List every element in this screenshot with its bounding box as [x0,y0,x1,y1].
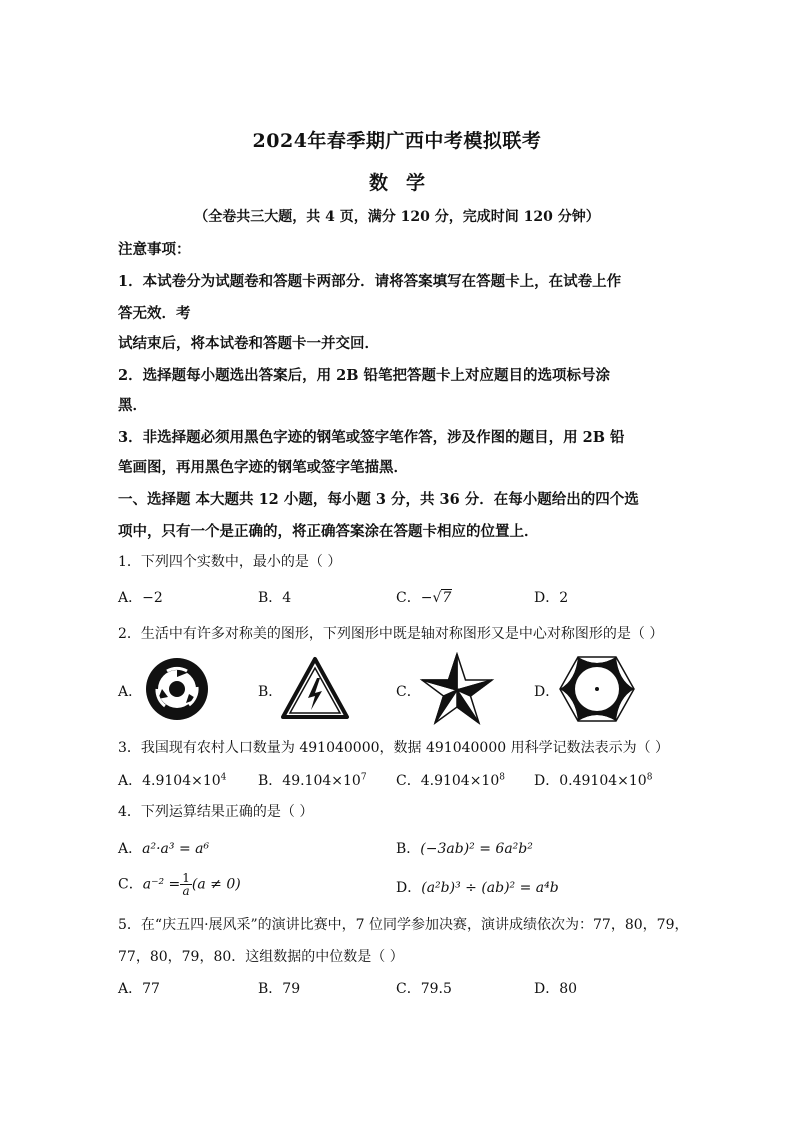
q1-stem: 1．下列四个实数中，最小的是（ ） [118,554,342,570]
q1-option-b-text: 4 [282,590,292,606]
q5-option-d[interactable] [534,978,577,998]
q4-option-d-expr: (a²b)³ ÷ (ab)² = a⁴b [421,880,559,896]
note-1-line-2: 答无效．考 [118,305,191,322]
q4-option-c-left: a⁻² = [142,876,181,893]
q4-option-a-expr: a²·a³ = a⁶ [142,841,210,857]
q4-option-b-expr: (−3ab)² = 6a²b² [420,841,533,857]
q3-option-c-exponent: 8 [499,772,505,783]
q3-option-a-base: 4.9104×10 [142,773,221,789]
q3-option-d-base: 0.49104×10 [559,773,647,789]
q5-option-c[interactable] [396,978,452,998]
q3-option-c[interactable] [396,770,505,790]
q1-option-d-text: 2 [559,590,569,606]
high-voltage-warning-icon[interactable] [280,656,350,720]
q1-option-b[interactable] [258,587,291,607]
q5-option-c-label: C． [396,981,421,997]
q1-option-a[interactable] [118,587,163,607]
q4-stem: 4．下列运算结果正确的是（ ） [118,804,314,820]
q4-option-c[interactable] [118,872,241,897]
note-1-line-3: 试结束后，将本试卷和答题卡一并交回． [118,335,379,352]
q5-option-d-label: D． [534,981,560,997]
note-2-line-1: 2．选择题每小题选出答案后，用 2B 铅笔把答题卡上对应题目的选项标号涂 [118,367,611,384]
note-3-line-1: 3．非选择题必须用黑色字迹的钢笔或签字笔作答，涉及作图的题目，用 2B 铅 [118,429,625,446]
q2-option-c-label[interactable]: C． [396,684,421,700]
q5-option-b-text: 79 [282,981,301,997]
page-title: 2024年春季期广西中考模拟联考 [252,130,542,152]
q4-option-a-label: A． [118,841,143,857]
q5-option-b-label: B． [258,981,283,997]
q3-option-d-exponent: 8 [646,772,653,783]
q5-stem-line-2: 77，80，79，80．这组数据的中位数是（ ） [118,949,404,965]
q3-option-b-base: 49.104×10 [282,773,361,789]
q5-option-b[interactable] [258,978,300,998]
sqrt-symbol: √ [432,590,442,606]
exam-info: （全卷共三大题，共 4 页，满分 120 分，完成时间 120 分钟） [194,209,600,225]
q4-option-c-fraction [180,872,192,897]
q3-option-d[interactable] [534,770,652,790]
q3-option-c-label: C． [396,773,421,789]
q4-option-c-right: (a ≠ 0) [191,876,241,893]
q1-option-c-prefix: − [420,590,433,606]
notes-heading: 注意事项： [118,241,191,258]
q1-option-d[interactable] [534,587,568,607]
q2-option-b-label[interactable]: B． [258,684,283,700]
subject-title: 数学 [368,172,443,194]
q5-option-a-label: A． [118,981,143,997]
q4-option-d[interactable] [396,877,559,897]
q1-option-b-label: B． [258,590,283,606]
q5-stem-line-1: 5．在“庆五四·展风采”的演讲比赛中，7 位同学参加决赛，演讲成绩依次为：77，80，79， [118,917,689,933]
q3-option-b-label: B． [258,773,283,789]
q3-option-d-label: D． [534,773,560,789]
q4-option-c-label: C． [118,876,143,893]
q4-option-d-label: D． [396,880,422,896]
hexagon-umbrella-icon[interactable] [558,654,636,724]
five-point-star-icon[interactable] [419,652,495,726]
note-2-line-2: 黑． [118,397,147,414]
recycle-arrows-circle-icon[interactable] [145,657,209,721]
q3-option-a-label: A． [118,773,143,789]
q1-option-c-radicand: 7 [442,590,452,606]
q5-option-c-text: 79.5 [420,981,452,997]
section-heading-line-1: 一、选择题 本大题共 12 小题，每小题 3 分，共 36 分．在每小题给出的四个选 [118,491,639,508]
fraction-numerator: 1 [182,871,190,885]
q3-option-c-base: 4.9104×10 [420,773,500,789]
q1-option-a-label: A． [118,590,143,606]
q1-option-c[interactable] [396,587,452,607]
q1-option-c-label: C． [396,590,421,606]
fraction-denominator: a [182,884,190,898]
q3-option-b[interactable] [258,770,367,790]
q2-option-a-label[interactable]: A． [118,684,143,700]
q2-option-d-label[interactable]: D． [534,684,560,700]
section-heading-line-2: 项中，只有一个是正确的，将正确答案涂在答题卡相应的位置上． [118,523,539,540]
q5-option-a-text: 77 [142,981,160,997]
q1-option-d-label: D． [534,590,560,606]
q1-option-a-text: −2 [142,590,163,606]
q5-option-d-text: 80 [559,981,578,997]
q3-stem: 3．我国现有农村人口数量为 491040000，数据 491040000 用科学记数法表示为（ ） [118,740,670,756]
q3-option-a[interactable] [118,770,226,790]
note-1-line-1: 1．本试卷分为试题卷和答题卡两部分．请将答案填写在答题卡上，在试卷上作 [118,273,622,290]
q4-option-a[interactable] [118,838,209,858]
q3-option-a-exponent: 4 [220,772,227,783]
q3-option-b-exponent: 7 [360,772,367,783]
q4-option-b[interactable] [396,838,533,858]
q5-option-a[interactable] [118,978,160,998]
q4-option-b-label: B． [396,841,421,857]
note-3-line-2: 笔画图，再用黑色字迹的钢笔或签字笔描黑． [118,459,408,476]
q2-stem: 2．生活中有许多对称美的图形，下列图形中既是轴对称图形又是中心对称图形的是（ ） [118,626,664,642]
